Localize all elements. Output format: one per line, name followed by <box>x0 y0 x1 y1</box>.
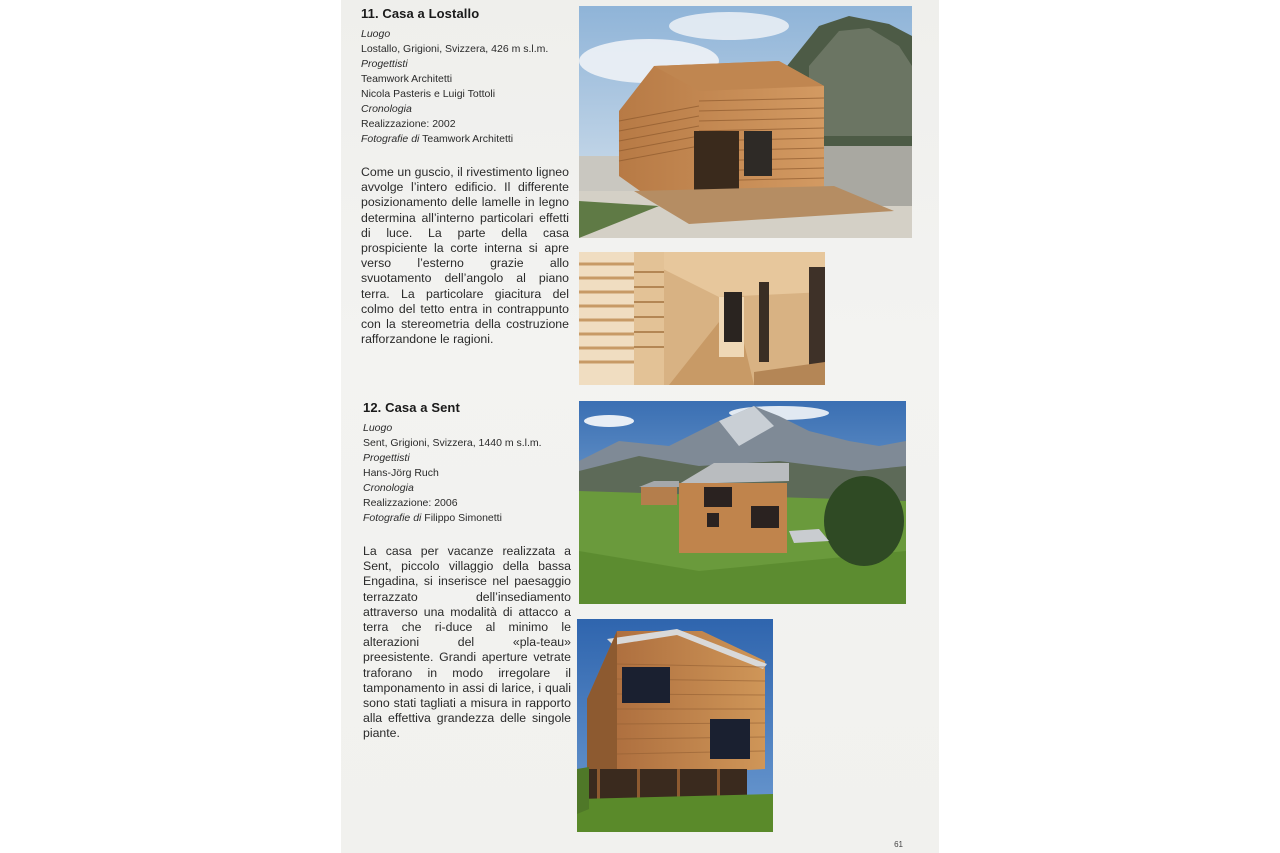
fotografie-line <box>363 511 571 526</box>
progettisti-label: Progettisti <box>363 452 410 464</box>
luogo-label: Luogo <box>361 28 391 40</box>
fotografie-label: Fotografie di <box>361 133 420 145</box>
photo-sent-house <box>577 619 773 832</box>
fotografie-value: Teamwork Architetti <box>422 133 514 145</box>
entry-meta <box>361 27 569 147</box>
photo-lostallo-interior <box>579 252 825 385</box>
luogo-value: Lostallo, Grigioni, Svizzera, 426 m s.l.m. <box>361 43 549 55</box>
photo-lostallo-exterior <box>579 6 912 238</box>
entry-description: La casa per vacanze realizzata a Sent, piccolo villaggio della bassa Engadina, si inserisce nel paesaggio terrazzato dell’insediamento attraverso una modalità di attacco a terra che ri-duce al minimo le alterazioni del «pla-teau» preesistente. Grandi aperture vetrate traforano in modo irregolare il tamponamento in assi di larice, i quali sono stati tagliati a misura in rapporto alla effettiva grandezza delle singole piante. <box>363 544 571 741</box>
entry-title: 11. Casa a Lostallo <box>361 6 480 21</box>
cronologia-label: Cronologia <box>361 103 412 115</box>
progettisti-value: Teamwork Architetti <box>361 73 453 85</box>
luogo-value: Sent, Grigioni, Svizzera, 1440 m s.l.m. <box>363 437 542 449</box>
progettisti-value: Hans-Jörg Ruch <box>363 467 439 479</box>
page-number: 61 <box>894 840 903 849</box>
photo-sent-landscape <box>579 401 906 604</box>
progettisti-label: Progettisti <box>361 58 408 70</box>
cronologia-value: Realizzazione: 2006 <box>363 497 458 509</box>
book-page <box>341 0 939 853</box>
progettisti-value: Nicola Pasteris e Luigi Tottoli <box>361 88 496 100</box>
entry-description: Come un guscio, il rivestimento ligneo avvolge l’intero edificio. Il differente posizionamento delle lamelle in legno determina all’interno particolari effetti di luce. La parte della casa prospiciente la corte interna si apre verso l’esterno grazie allo svuotamento dell’angolo al piano terra. La particolare giacitura del colmo del tetto entra in contrappunto con la stereometria della costruzione rafforzandone le ragioni. <box>361 165 569 347</box>
cronologia-value: Realizzazione: 2002 <box>361 118 456 130</box>
fotografie-value: Filippo Simonetti <box>424 512 502 524</box>
luogo-label: Luogo <box>363 422 393 434</box>
fotografie-line <box>361 132 569 147</box>
entry-meta <box>363 421 571 526</box>
cronologia-label: Cronologia <box>363 482 414 494</box>
entry-casa-sent <box>363 400 571 742</box>
fotografie-label: Fotografie di <box>363 512 422 524</box>
entry-casa-lostallo <box>361 6 569 347</box>
entry-title: 12. Casa a Sent <box>363 400 460 415</box>
